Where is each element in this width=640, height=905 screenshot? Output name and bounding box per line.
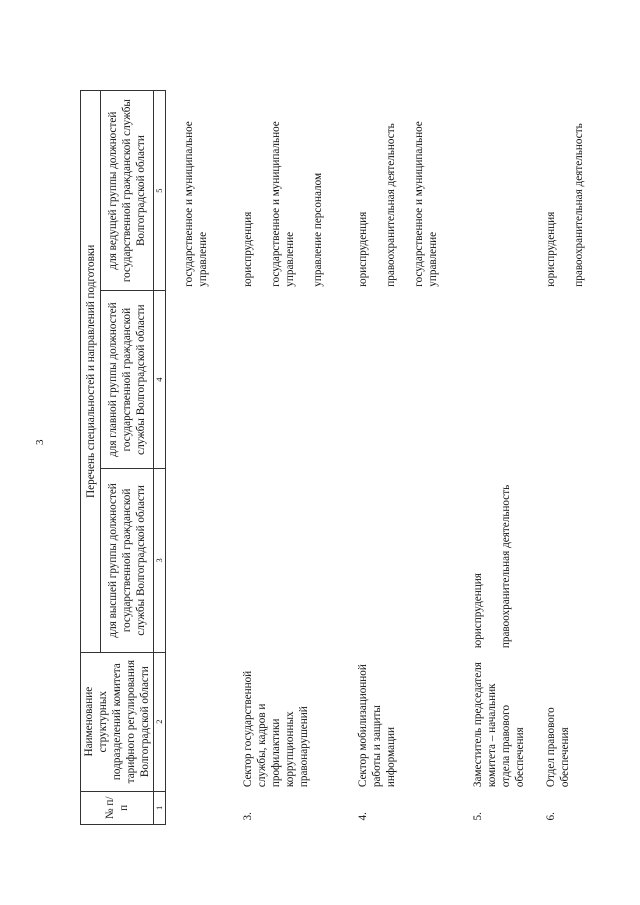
col-number: 2 bbox=[154, 652, 166, 791]
row-specialties-highest bbox=[455, 469, 528, 653]
col-number: 1 bbox=[154, 791, 166, 824]
row-specialties-main bbox=[528, 291, 601, 469]
table-row bbox=[340, 91, 455, 825]
row-unit-name: Отдел правового обеспечения bbox=[544, 707, 571, 788]
row-number: 4. bbox=[356, 812, 369, 821]
col-number: 3 bbox=[154, 469, 166, 653]
row-specialties-leading bbox=[340, 91, 455, 291]
specialties-table bbox=[80, 90, 601, 825]
row-specialties-main bbox=[340, 291, 455, 469]
specialty-item: юриспруденция bbox=[356, 211, 369, 287]
table-row bbox=[165, 91, 225, 825]
rotated-table-region bbox=[80, 90, 640, 825]
row-unit-name: Заместитель председателя комитета – начальник отдела правового обеспечения bbox=[471, 662, 526, 788]
row-specialties-main bbox=[225, 291, 340, 469]
page-number: 3 bbox=[34, 439, 46, 445]
specialty-item: государственное и муниципальное управление bbox=[269, 121, 296, 287]
col-number: 4 bbox=[154, 291, 166, 469]
row-specialties-highest bbox=[165, 469, 225, 653]
header-highest: для высшей группы должностей государственной гражданской службы Волгоградской области bbox=[101, 469, 154, 653]
row-number: 5. bbox=[471, 812, 484, 821]
row-unit-name bbox=[165, 652, 225, 791]
specialty-item: юриспруденция bbox=[544, 211, 557, 287]
specialty-item: государственное и муниципальное управление bbox=[182, 121, 209, 287]
row-unit-name: Сектор государственной службы, кадров и профилактики коррупционных правонарушений bbox=[241, 670, 310, 788]
row-specialties-leading bbox=[225, 91, 340, 291]
row-specialties-main bbox=[165, 291, 225, 469]
row-unit-name: Сектор мобилизационной работы и защиты информации bbox=[356, 664, 397, 788]
row-number: 3. bbox=[241, 812, 254, 821]
table-row bbox=[225, 91, 340, 825]
col-number: 5 bbox=[154, 91, 166, 291]
row-specialties-highest bbox=[340, 469, 455, 653]
header-leading: для ведущей группы должностей государственной гражданской службы Волгоградской области bbox=[101, 91, 154, 291]
specialty-item: правоохранительная деятельность bbox=[572, 123, 585, 287]
specialty-item: государственное и муниципальное управление bbox=[412, 121, 439, 287]
row-specialties-highest bbox=[528, 469, 601, 653]
specialty-item: управление персоналом bbox=[311, 172, 324, 287]
row-number: 6. bbox=[544, 812, 557, 821]
row-specialties-main bbox=[455, 291, 528, 469]
specialty-item: правоохранительная деятельность bbox=[499, 484, 512, 649]
specialty-item: юриспруденция bbox=[241, 211, 254, 287]
header-name: Наименование структурных подразделений комитета тарифного регулирования Волгоградской области bbox=[81, 652, 154, 791]
row-specialties-leading bbox=[528, 91, 601, 291]
row-specialties-leading bbox=[455, 91, 528, 291]
row-specialties-highest bbox=[225, 469, 340, 653]
specialty-item: правоохранительная деятельность bbox=[384, 123, 397, 287]
table-row bbox=[528, 91, 601, 825]
row-specialties-leading bbox=[165, 91, 225, 291]
header-num: № п/п bbox=[81, 791, 154, 824]
header-main: для главной группы должностей государственной гражданской службы Волгоградской области bbox=[101, 291, 154, 469]
header-group: Перечень специальностей и направлений подготовки bbox=[81, 91, 101, 653]
table-body bbox=[165, 91, 601, 825]
row-number bbox=[165, 791, 225, 824]
table-row bbox=[455, 91, 528, 825]
specialty-item: юриспруденция bbox=[471, 573, 484, 649]
